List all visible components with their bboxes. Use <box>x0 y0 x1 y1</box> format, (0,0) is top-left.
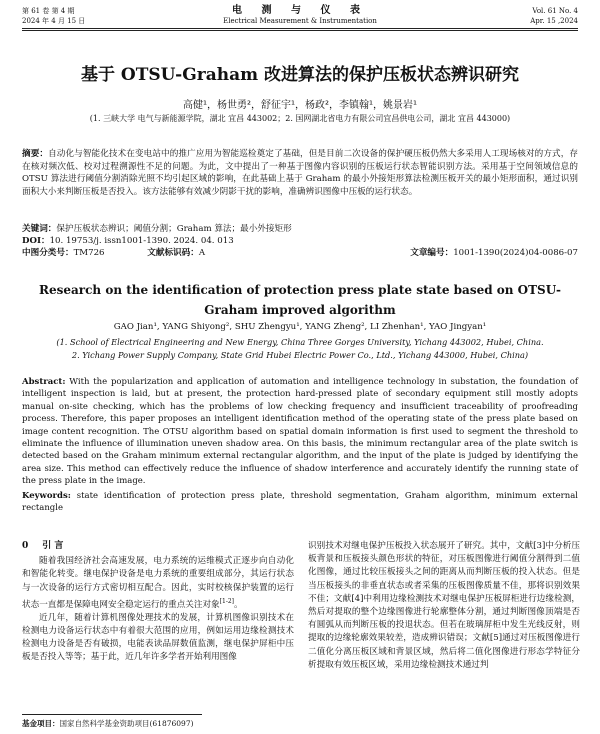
header-center <box>22 6 578 26</box>
funding-footnote <box>22 718 194 729</box>
funding-text: 国家自然科学基金资助项目(61876097) <box>59 719 194 728</box>
doc-code-value: A <box>198 248 206 258</box>
keywords-cn <box>22 223 578 235</box>
abstract-en-text: With the popularization and application of automation and intelligence technology in substation, the foundation of intelligent inspection is laid, but at present, the protection hard-pressed plate of secondary equipment still mostly adopts manual on-site checking, which has the problems of low checking frequency and insufficient traceability of proofreading process. Therefore, this paper proposes an intelligent identification method of the operating state of the press plate based on image content recognition. The OTSU algorithm based on spatial domain information is first used to segment the threshold to eliminate the influence of illumination uneven shadow area. On this basis, the minimum rectangular area of the plate switch is detected based on the Graham minimum external rectangular algorithm, and the input of the plate is judged by identifying the area size. This method can effectively reduce the influence of shadow interference and accurately identify the running state of the press plate in the image. <box>22 377 578 487</box>
date-cn: 2024 年 4 月 15 日 <box>22 17 86 25</box>
doi-label: DOI： <box>22 236 50 246</box>
keywords-cn-label: 关键词： <box>22 224 57 234</box>
abstract-cn <box>22 148 578 198</box>
section-heading <box>22 540 294 553</box>
classification-line <box>22 247 578 259</box>
keywords-en-text: state identification of protection press plate, threshold segmentation, Graham algorithm, minimum external rectangle <box>22 490 578 514</box>
header-rule-bottom <box>22 30 578 31</box>
footnote-rule <box>22 714 202 715</box>
header-rule-top <box>22 28 578 29</box>
authors-cn: 高健¹，杨世勇²，舒征宇¹，杨政²，李镇翰¹，姚景岩¹ <box>182 100 418 111</box>
abstract-en-label: Abstract: <box>22 377 66 387</box>
doi <box>22 235 578 247</box>
paragraph: 识别技术对继电保护压板投入状态展开了研究。其中，文献[3]中分析压板背景和压板接头颜色形状的特征，对压板图像进行阈值分割得到二值化图像，通过比较压板接头之间的距离从而判断压板的投入状态。但是当压板接头的非垂直状态或者采集的压板图像质量不佳，那将识别效果不佳；文献[4]中利用边缘检测技术对继电保护压板屏柜进行边缘检测，然后对提取的整个边缘图像进行轮廓整体分割，通过判断图像顶端是否有圆弧从而判断压板的投退状态。但若在玻璃屏柜中发生光线反射，则提取的边缘轮廓效果较差，造成辨识错误；文献[5]通过对压板图像进行二值化分离压板区域和背景区域，然后将二值化图像进行形态学特征分析提取有效压板区域，采用边缘检测技术通过判 <box>308 541 580 670</box>
affiliation-cn: (1. 三峡大学 电气与新能源学院，湖北 宜昌 443002；2. 国网湖北省电力有限公司宜昌供电公司，湖北 宜昌 443000) <box>89 114 511 123</box>
abstract-en <box>22 376 578 514</box>
journal-name-cn: 电 测 与 仪 表 <box>232 5 368 16</box>
citation: [1-2] <box>219 597 235 605</box>
abstract-cn-label: 摘要： <box>22 149 49 159</box>
doi-value: 10. 19753/j. issn1001-1390. 2024. 04. 013 <box>49 236 234 246</box>
authors-en: GAO Jian¹, YANG Shiyong², SHU Zhengyu¹, YANG Zheng², LI Zhenhan¹, YAO Jingyan¹ <box>113 322 487 332</box>
keywords-cn-text: 保护压板状态辨识；阈值分割；Graham 算法；最小外接矩形 <box>56 224 292 234</box>
date-en: Apr. 15 ,2024 <box>530 17 578 25</box>
header-right <box>530 6 578 26</box>
paragraph: 近几年，随着计算机图像处理技术的发展，计算机图像识别技术在检测电力设备运行状态中有着很大范围的应用，例如运用边缘检测技术检测电力设备是否有破损，电能表读品屏数值监测，继电保护屏柜中压板是否投入等等；基于此，近几年许多学者开始利用图像 <box>22 612 294 663</box>
section-number: 0 <box>22 541 29 551</box>
affiliation-en <box>30 336 570 362</box>
clc-label: 中图分类号： <box>22 248 74 258</box>
keywords-en <box>22 490 578 515</box>
body-column-left <box>22 540 294 665</box>
paragraph <box>22 555 294 612</box>
journal-name-en: Electrical Measurement & Instrumentation <box>223 17 377 25</box>
paragraph-end: 。 <box>234 599 243 610</box>
article-no-label: 文章编号： <box>410 248 454 258</box>
doc-code-label: 文献标识码： <box>147 248 199 258</box>
keywords-en-label: Keywords: <box>22 490 71 501</box>
paper-title-cn: 基于 OTSU-Graham 改进算法的保护压板状态辨识研究 <box>80 65 519 85</box>
affiliation-en-2: 2. Yichang Power Supply Company, State Grid Hubei Electric Power Co., Ltd., Yichang 443000, Hubei, China) <box>71 350 529 360</box>
clc-value: TM726 <box>73 248 105 258</box>
body-column-right <box>308 540 580 672</box>
affiliation-en-1: (1. School of Electrical Engineering and New Energy, China Three Gorges University, Yichang 443002, Hubei, China. <box>56 337 544 347</box>
section-title: 引 言 <box>42 541 64 551</box>
paragraph-text: 随着我国经济社会高速发展，电力系统的运维模式正逐步向自动化和智能化转变。继电保护设备是电力系统的重要组成部分，其运行状态与一次设备的运行方式密切相互配合。因此，实时校核保护装置的运行状态一直都是保障电网安全稳定运行的重点关注对象 <box>22 556 294 610</box>
abstract-cn-text: 自动化与智能化技术在变电站中的推广应用为智能巡检奠定了基础，但是目前二次设备的保护硬压板仍然大多采用人工现场核对的方式，存在核对频次低、校对过程溯源性不足的问题。为此，文中提出了一种基于图像内容识别的压板运行状态智能识别方法。采用基于空间领域信息的 OTSU 算法进行阈值分割消除光照不均引起区域的影响，在此基础上基于 Graham 的最小外接矩形算法检测压板开关的最小矩形面积，通过识别面积大小来判断压板是否投入。该方法能够有效减少阴影干扰的影响，准确辨识图像中压板的运行状态。 <box>22 149 578 197</box>
article-no-value: 1001-1390(2024)04-0086-07 <box>453 248 578 258</box>
paper-title-en: Research on the identification of protection press plate state based on OTSU-Graham improved algorithm <box>39 283 561 317</box>
funding-label: 基金项目： <box>22 719 60 728</box>
volume-en: Vol. 61 No. 4 <box>532 7 578 15</box>
volume-cn: 第 61 卷 第 4 期 <box>22 7 75 15</box>
